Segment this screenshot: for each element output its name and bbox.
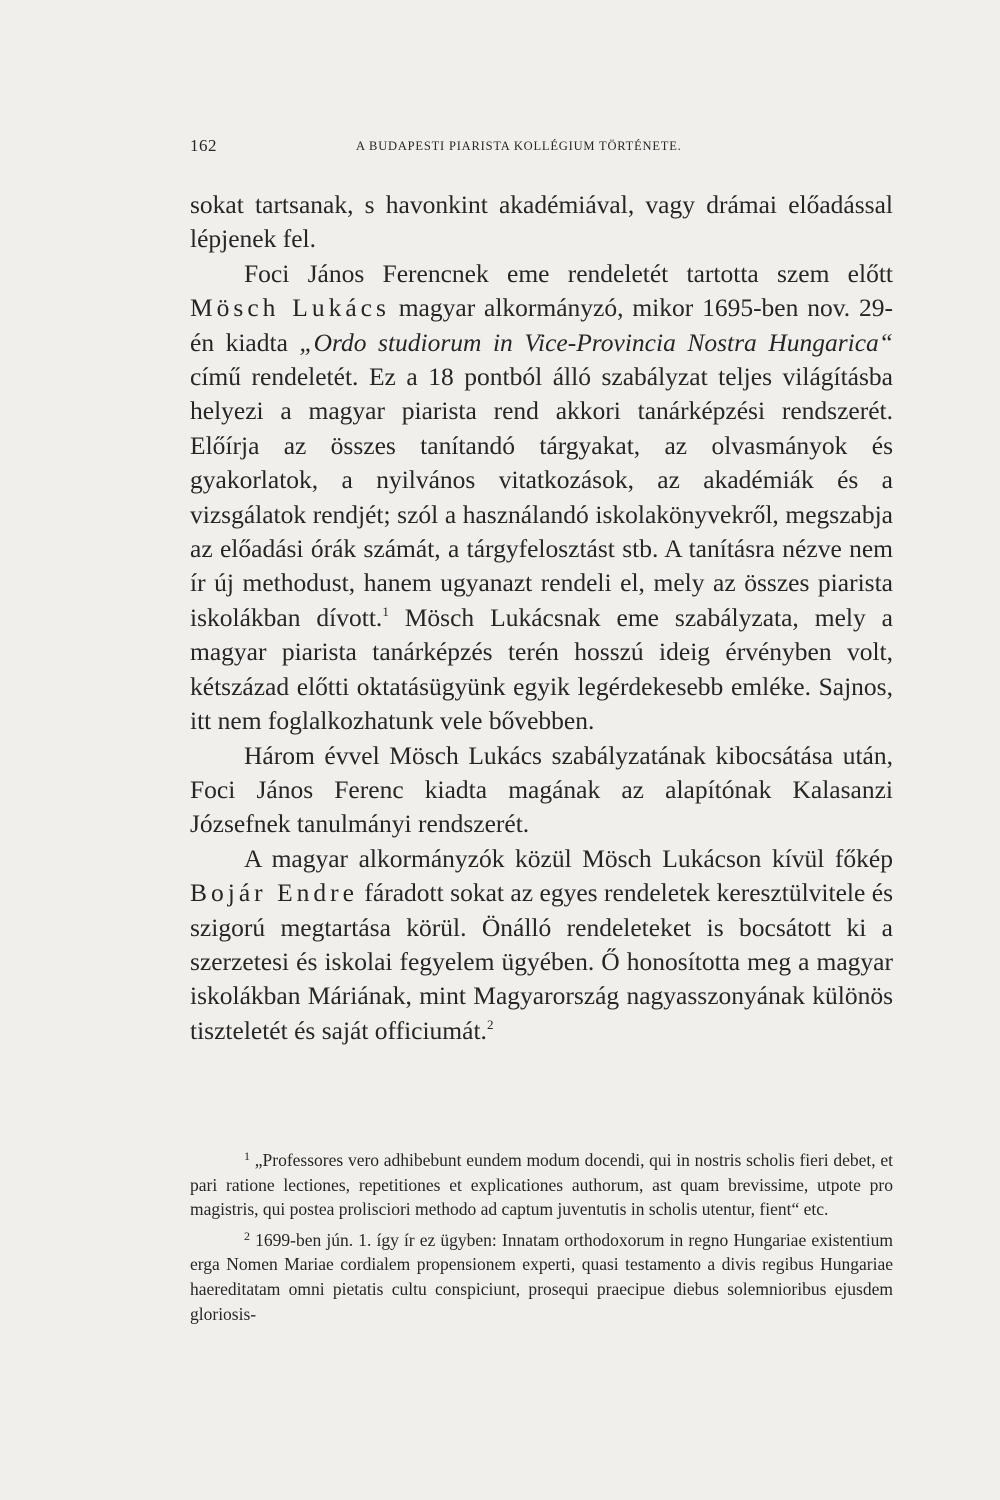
paragraph-2: [190, 257, 893, 739]
footnote-ref-1: 1: [382, 603, 389, 619]
person-name-mosch: Mösch Lukács: [190, 293, 390, 323]
paragraph-4-text-b: fáradott sokat az egyes rendeletek keresztülvitele és szigorú megtartása körül. Önálló rendeleteket is bocsátott ki a szerzetesi és iskolai fegyelem ügyében. Ő honosította meg a magyar iskolákban Máriának, mint Magyarország nagyasszonyának különös tiszteletét és saját officiumát.: [190, 878, 893, 1045]
paragraph-1: [190, 188, 893, 257]
person-name-bojar: Bojár Endre: [190, 878, 358, 908]
main-text: [190, 188, 893, 1048]
footnote-1: [190, 1148, 893, 1222]
paragraph-1-text: sokat tartsanak, s havonkint akadémiával, vagy drámai előadással lépjenek fel.: [190, 190, 893, 254]
paragraph-4: [190, 842, 893, 1048]
footnote-1-mark: 1: [244, 1149, 250, 1163]
paragraph-2-text-b: magyar alkormányzó, mikor 1695-ben nov. 29-én kiadta: [190, 293, 893, 357]
page-number: 162: [190, 136, 217, 155]
footnote-2-text: 1699-ben jún. 1. így ír ez ügyben: Innatam orthodoxorum in regno Hungariae existentium erga Nomen Mariae cordialem propensionem experti, quasi testamento a divis regibus Hungariae haereditatam omni pietatis cultu conspiciunt, prosequi praecipue diebus solemnioribus ejusdem gloriosis-: [190, 1229, 893, 1324]
footnote-2: [190, 1228, 893, 1326]
running-title: A BUDAPESTI PIARISTA KOLLÉGIUM TÖRTÉNETE.: [356, 139, 682, 153]
paragraph-2-text-d: Mösch Lukácsnak eme szabályzata, mely a magyar piarista tanárképzés terén hosszú ideig érvényben volt, kétszázad előtti oktatásügyünk egyik legérdekesebb emléke. Sajnos, itt nem foglalkozhatunk vele bővebben.: [190, 602, 894, 736]
paragraph-3-text: Három évvel Mösch Lukács szabályzatának kibocsátása után, Foci János Ferenc kiadta magának az alapítónak Kalasanzi Józsefnek tanulmányi rendszerét.: [190, 740, 893, 839]
footnote-2-mark: 2: [244, 1228, 250, 1243]
paragraph-3: [190, 739, 893, 842]
footnote-ref-2: 2: [486, 1016, 494, 1032]
paragraph-2-text-c: című rendeletét. Ez a 18 pontból álló szabályzat teljes világításba helyezi a magyar piarista rend akkori tanárképzési rendszerét. Előírja az összes tanítandó tárgyakat, az olvasmányok és gyakorlatok, a nyilvános vitatkozások, az akadémiák és a vizsgálatok rendjét; szól a használandó iskolakönyvekről, megszabja az előadási órák számát, a tárgyfelosztást stb. A tanításra nézve nem ír új methodust, hanem ugyanazt rendeli el, mely az összes piarista iskolákban dívott.: [190, 362, 893, 632]
footnote-1-text: „Professores vero adhibebunt eundem modum docendi, qui in nostris scholis fieri debet, et pari ratione lectiones, repetitiones et explicationes authorum, ast quam brevissime, utpote pro magistris, qui postea prolisciori methodo ad captum juventutis in scholis utentur, fient“ etc.: [190, 1150, 893, 1220]
paragraph-2-text-a: Foci János Ferencnek eme rendeletét tartotta szem előtt: [244, 258, 893, 288]
footnotes: [190, 1148, 893, 1326]
paragraph-4-text-a: A magyar alkormányzók közül Mösch Lukácson kívül főkép: [244, 843, 893, 873]
work-title: „Ordo studiorum in Vice-Provincia Nostra Hungarica“: [299, 327, 893, 357]
